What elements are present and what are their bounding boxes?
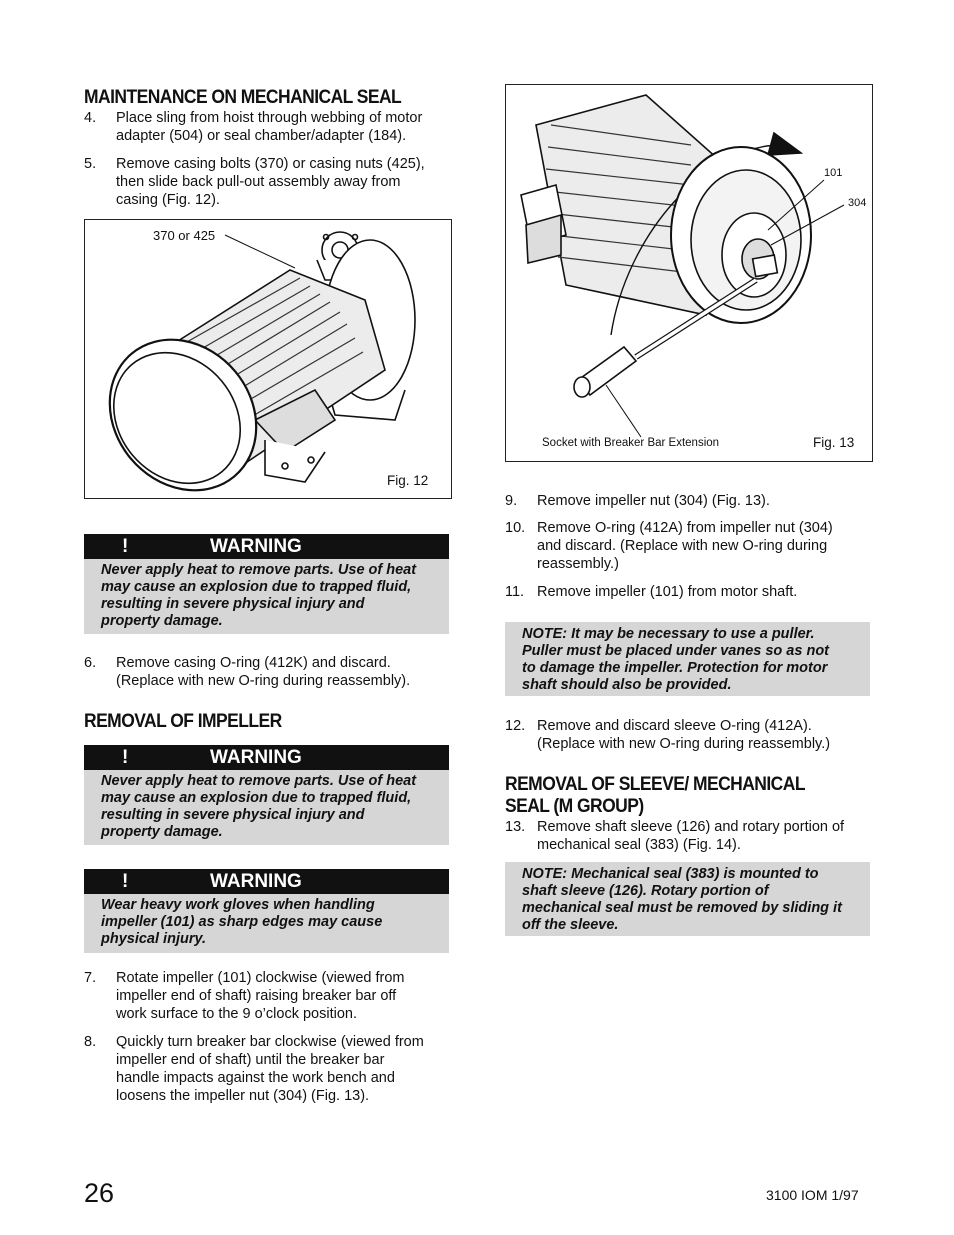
warning-header: ! WARNING (84, 745, 449, 770)
exclamation-icon: ! (122, 871, 129, 892)
note-box-puller: NOTE: It may be necessary to use a puller. Puller must be placed under vanes so as not to damage the impeller. Protection for motor shaft should also be provided. (505, 622, 870, 696)
warning-text: Wear heavy work gloves when handling impeller (101) as sharp edges may cause physical injury. (101, 897, 383, 947)
pump-illustration (85, 220, 451, 498)
step-number: 7. (84, 970, 97, 986)
figure-caption: Fig. 13 (813, 435, 855, 450)
section-heading-removal-sleeve: REMOVAL OF SLEEVE/ MECHANICAL SEAL (M GROUP) (505, 774, 805, 817)
step-number: 11. (505, 584, 525, 600)
step-number: 8. (84, 1034, 97, 1050)
warning-box-heat (84, 534, 449, 634)
exclamation-icon: ! (122, 747, 129, 768)
figure-13 (505, 84, 873, 462)
figure-caption: Fig. 12 (387, 473, 429, 488)
note-box-mechanical-seal: NOTE: Mechanical seal (383) is mounted to shaft sleeve (126). Rotary portion of mechanical seal must be removed by sliding it off the sleeve. (505, 862, 870, 936)
step-number: 10. (505, 520, 526, 536)
step-number: 13. (505, 819, 526, 835)
warning-text: Never apply heat to remove parts. Use of heat may cause an explosion due to trapped fluid, resulting in severe physical injury and property damage. (101, 773, 417, 840)
step-number: 9. (505, 493, 518, 509)
figure-callout-101: 101 (824, 167, 843, 179)
step-number: 6. (84, 655, 97, 671)
figure-12 (84, 219, 452, 499)
figure-callout-socket: Socket with Breaker Bar Extension (542, 437, 720, 449)
figure-callout: 370 or 425 (153, 228, 216, 243)
step-number: 4. (84, 110, 97, 126)
warning-box-gloves (84, 869, 449, 953)
section-heading-maintenance: MAINTENANCE ON MECHANICAL SEAL (84, 87, 402, 108)
warning-text: Never apply heat to remove parts. Use of heat may cause an explosion due to trapped fluid, resulting in severe physical injury and property damage. (101, 562, 417, 629)
breaker-bar-illustration (506, 85, 872, 461)
document-id: 3100 IOM 1/97 (766, 1187, 859, 1203)
step-number: 12. (505, 718, 526, 734)
warning-header: ! WARNING (84, 869, 449, 894)
exclamation-icon: ! (122, 536, 129, 557)
warning-box-heat-2 (84, 745, 449, 845)
figure-callout-304: 304 (848, 197, 867, 209)
section-heading-removal-impeller: REMOVAL OF IMPELLER (84, 711, 282, 732)
warning-header: ! WARNING (84, 534, 449, 559)
step-number: 5. (84, 156, 97, 172)
page-number: 26 (84, 1178, 115, 1208)
